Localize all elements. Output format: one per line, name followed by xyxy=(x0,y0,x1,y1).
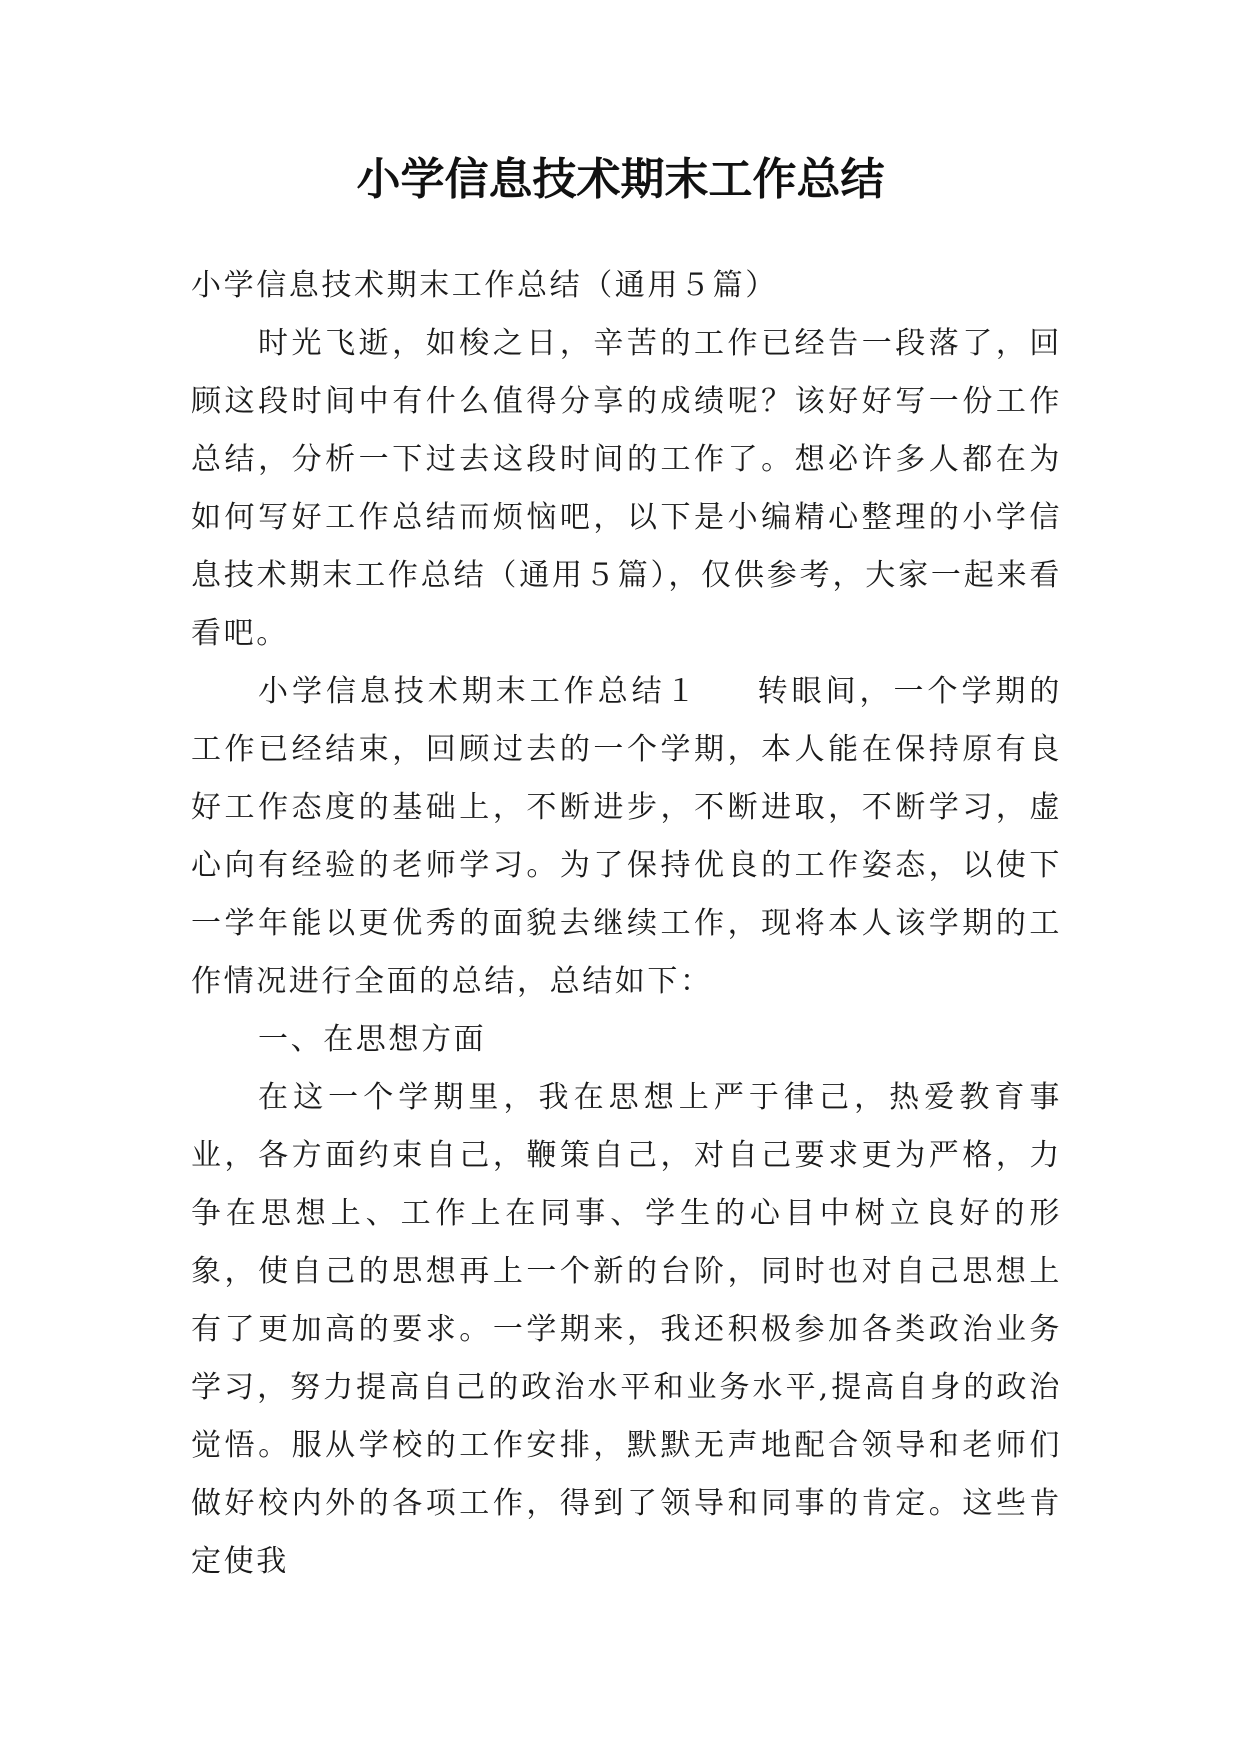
document-subtitle: 小学信息技术期末工作总结（通用５篇） xyxy=(191,268,778,303)
section-1-text: 转眼间，一个学期的工作已经结束，回顾过去的一个学期，本人能在保持原有良好工作态度的基础上，不断进步，不断进取，不断学习，虚心向有经验的老师学习。为了保持优良的工作姿态，以使下一学年能以更优秀的面貌去继续工作，现将本人该学期的工作情况进行全面的总结，总结如下： xyxy=(191,674,1062,999)
section-1-paragraph xyxy=(191,663,1062,1011)
part-1-paragraph: 在这一个学期里，我在思想上严于律己，热爱教育事业，各方面约束自己，鞭策自己，对自己要求更为严格，力争在思想上、工作上在同事、学生的心目中树立良好的形象，使自己的思想再上一个新的台阶，同时也对自己思想上有了更加高的要求。一学期来，我还积极参加各类政治业务学习，努力提高自己的政治水平和业务水平,提高自身的政治觉悟。服从学校的工作安排，默默无声地配合领导和老师们做好校内外的各项工作，得到了领导和同事的肯定。这些肯定使我 xyxy=(191,1080,1062,1579)
section-1-heading: 小学信息技术期末工作总结１ xyxy=(258,674,700,709)
document-title: 小学信息技术期末工作总结 xyxy=(356,154,885,205)
part-1-heading: 一、在思想方面 xyxy=(258,1022,487,1057)
document-body xyxy=(191,257,1062,1591)
intro-paragraph: 时光飞逝，如梭之日，辛苦的工作已经告一段落了，回顾这段时间中有什么值得分享的成绩呢？该好好写一份工作总结，分析一下过去这段时间的工作了。想必许多人都在为如何写好工作总结而烦恼吧，以下是小编精心整理的小学信息技术期末工作总结（通用５篇），仅供参考，大家一起来看看吧。 xyxy=(191,326,1062,651)
